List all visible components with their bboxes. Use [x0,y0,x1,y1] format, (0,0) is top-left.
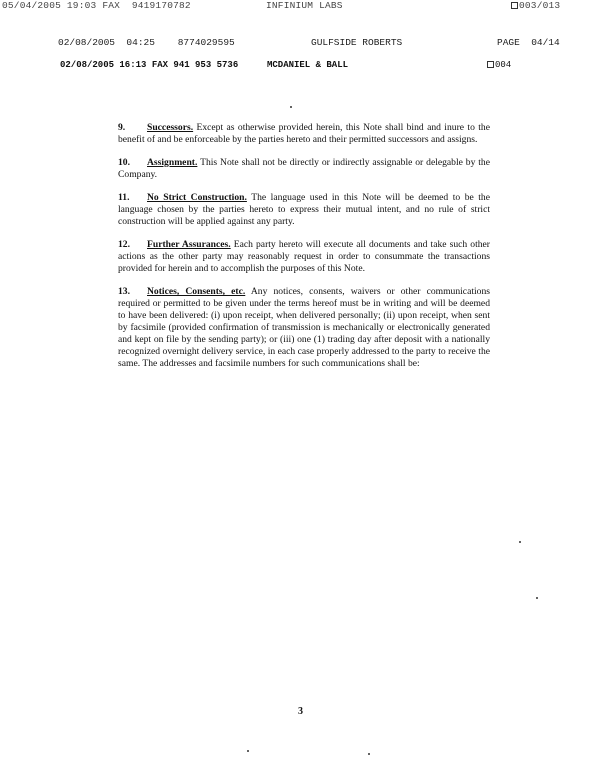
paragraph-heading: Successors. [147,122,194,133]
paragraph-heading: No Strict Construction. [147,192,247,203]
paragraph-further-assurances [118,239,490,275]
paragraph-text: This Note shall not be directly or indirectly assignable or delegable by the Company. [118,157,490,180]
fax-header-2-right: PAGE 04/14 [497,37,560,48]
paragraph-text: The language used in this Note will be deemed to be the language chosen by the parties hereto to express their mutual intent, and no rule of strict construction will be applied against any party. [118,192,490,227]
paragraph-no-strict-construction [118,192,490,228]
scan-speck [290,106,292,108]
paragraph-heading: Further Assurances. [147,239,231,250]
fax-header-1-left: 05/04/2005 19:03 FAX 9419170782 [2,0,191,11]
paragraph-successors [118,122,490,146]
paragraph-number: 12. [118,239,130,250]
fax-header-1-center: INFINIUM LABS [266,0,343,11]
paragraph-text: Any notices, consents, waivers or other communications required or permitted to be given under the terms hereof must be in writing and will be deemed to have been delivered: (i) upon receipt, when delivered personally; (ii) upon receipt, when sent by facsimile (provided confirmation of transmission is mechanically or electronically generated and kept on file by the sending party); or (iii) one (1) trading day after deposit with a nationally recognized overnight delivery service, in each case properly addressed to the party to receive the same. The addresses and facsimile numbers for such communications shall be: [118,286,490,369]
fax-header-3 [0,60,600,74]
page-number: 3 [298,706,303,717]
paragraph-text: Except as otherwise provided herein, this Note shall bind and inure to the benefit of and be enforceable by the parties hereto and their permitted successors and assigns. [118,122,490,145]
paragraph-heading: Notices, Consents, etc. [147,286,246,297]
fax-header-1 [0,0,600,14]
scan-speck [519,541,521,543]
paragraph-heading: Assignment. [147,157,198,168]
fax-header-3-right: 004 [487,60,511,70]
fax-page-icon [487,61,494,68]
fax-header-2-left: 02/08/2005 04:25 8774029595 [58,37,235,48]
fax-header-1-right: 003/013 [511,0,560,11]
paragraph-assignment [118,157,490,181]
scan-speck [368,753,370,755]
fax-header-3-center: MCDANIEL & BALL [267,60,349,70]
fax-header-2-center: GULFSIDE ROBERTS [311,37,403,48]
fax-header-3-left: 02/08/2005 16:13 FAX 941 953 5736 [60,60,239,70]
paragraph-number: 13. [118,286,130,297]
document-body [118,122,490,381]
paragraph-number: 11. [118,192,130,203]
paragraph-text: Each party hereto will execute all documents and take such other actions as the other party may reasonably request in order to consummate the transactions provided for herein and to accomplish the purposes of this Note. [118,239,490,274]
paragraph-number: 9. [118,122,126,133]
fax-header-2 [0,37,600,51]
fax-page-icon [511,2,518,9]
scan-speck [536,597,538,599]
paragraph-notices [118,286,490,370]
paragraph-number: 10. [118,157,130,168]
scan-speck [247,750,249,752]
